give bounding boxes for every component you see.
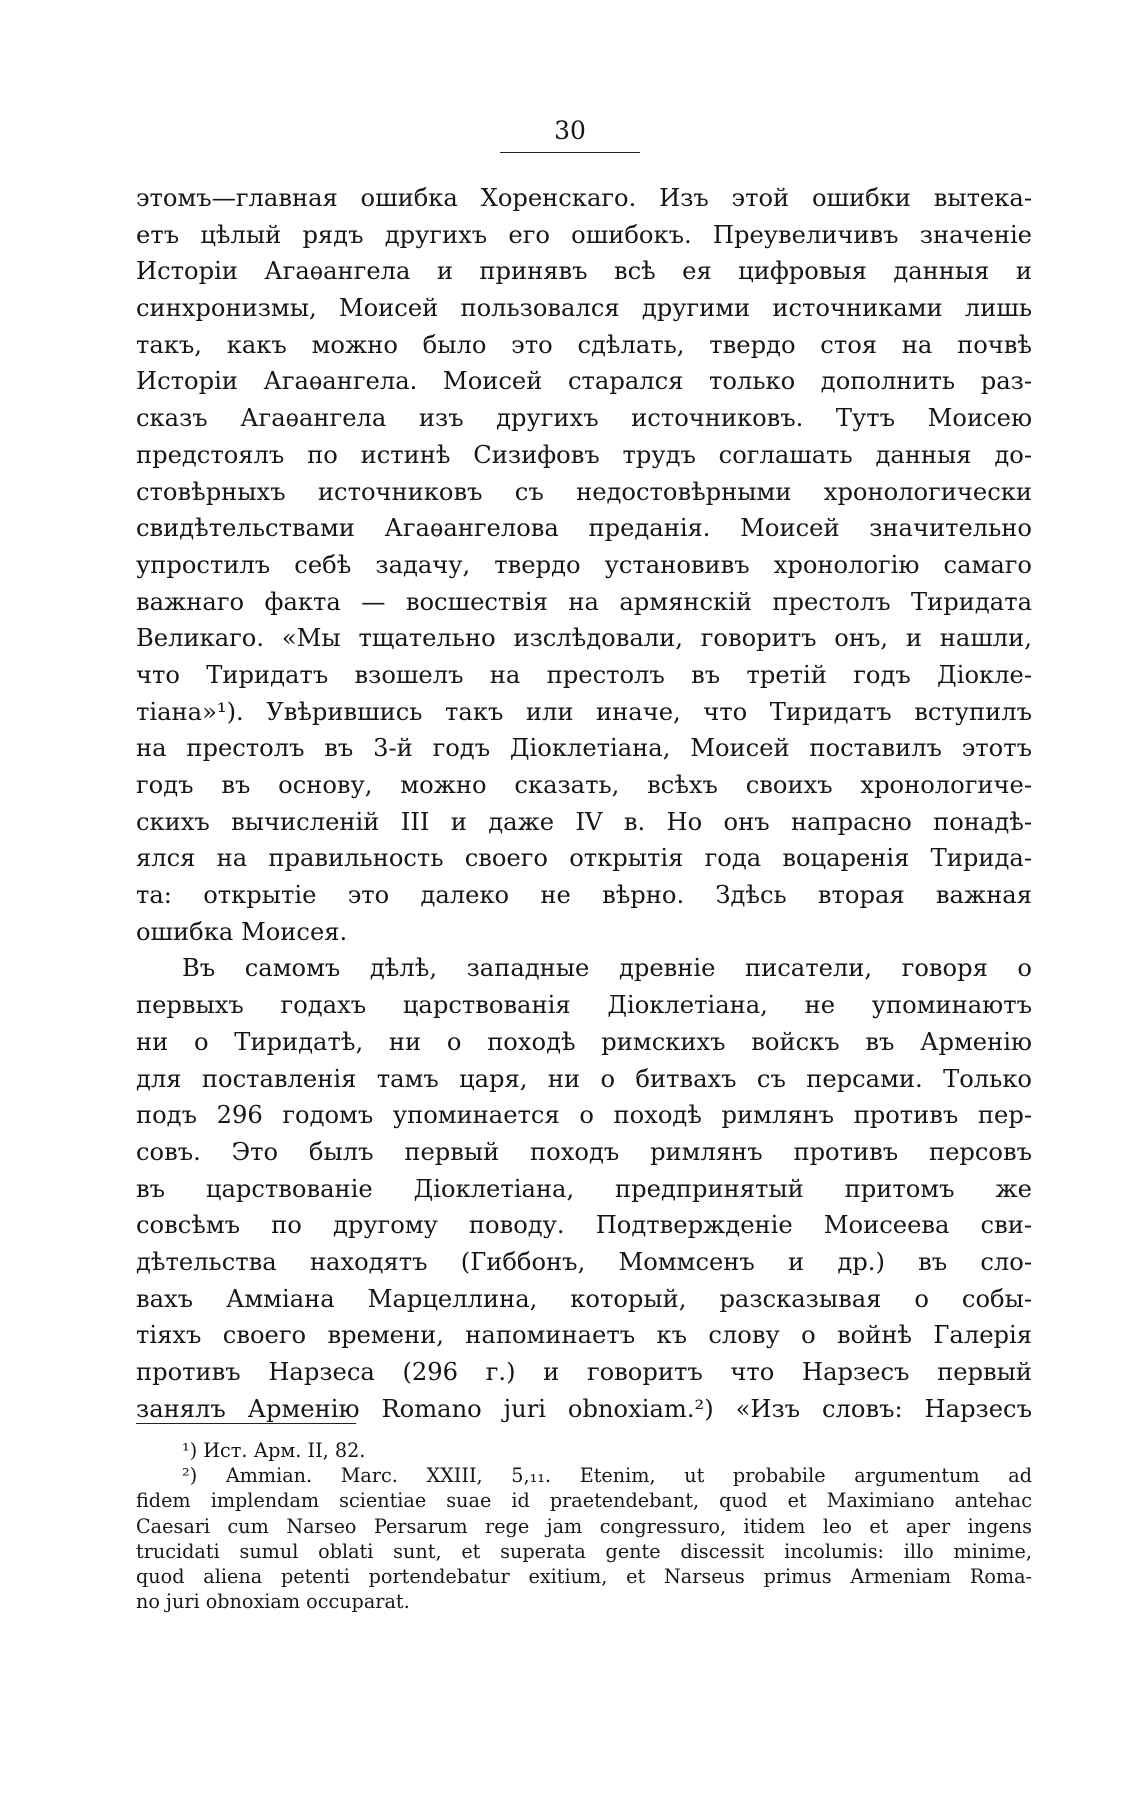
main-text xyxy=(136,180,1032,1427)
text-line: подъ 296 годомъ упоминается о походѣ римлянъ противъ пер- xyxy=(136,1101,1032,1130)
text-line: въ царствованіе Діоклетіана, предпринятый притомъ же xyxy=(136,1174,1032,1203)
text-line: етъ цѣлый рядъ другихъ его ошибокъ. Преувеличивъ значеніе xyxy=(136,220,1032,249)
page-number-rule xyxy=(500,152,640,153)
text-line: упростилъ себѣ задачу, твердо установивъ хронологію самаго xyxy=(136,550,1032,579)
text-line: для поставленія тамъ царя, ни о битвахъ съ персами. Только xyxy=(136,1064,1032,1093)
text-line: что Тиридатъ взошелъ на престолъ въ третій годъ Діоклe- xyxy=(136,660,1032,689)
text-line: ни о Тиридатѣ, ни о походѣ римскихъ войскъ въ Арменію xyxy=(136,1027,1032,1056)
text-line: тіана»¹). Увѣрившись такъ или иначе, что Тиридатъ вступилъ xyxy=(136,697,1032,726)
footnote-line: ¹) Ист. Арм. II, 82. xyxy=(182,1439,366,1462)
text-line: дѣтельства находятъ (Гиббонъ, Моммсенъ и др.) въ сло- xyxy=(136,1247,1032,1276)
text-line: Великаго. «Мы тщательно изслѣдовали, говоритъ онъ, и нашли, xyxy=(136,624,1032,653)
text-line: тіяхъ своего времени, напоминаетъ къ слову о войнѣ Галерія xyxy=(136,1321,1032,1350)
footnote-line: Caesari cum Narseo Persarum rege jam congressuro, itidem leo et aper ingens xyxy=(136,1514,1032,1538)
footnote-line: no juri obnoxiam occuparat. xyxy=(136,1590,410,1614)
footnote-line: fidem implendam scientiae suae id praetendebant, quod et Maximiano antehac xyxy=(136,1489,1032,1513)
text-line: ошибка Моисея. xyxy=(136,917,348,946)
text-line: та: открытіе это далеко не вѣрно. Здѣсь вторая важная xyxy=(136,881,1032,910)
text-line: занялъ Арменію Romano juri obnoxiam.²) «Изъ словъ: Нарзесъ xyxy=(136,1394,1032,1423)
text-line: скихъ вычисленій III и даже IV в. Но онъ напрасно понадѣ- xyxy=(136,807,1032,836)
text-line: первыхъ годахъ царствованія Діоклетіана, не упоминаютъ xyxy=(136,991,1032,1020)
text-line: противъ Нарзеса (296 г.) и говоритъ что Нарзесъ первый xyxy=(136,1358,1032,1386)
footnote-line: quod aliena petenti portendebatur exitium, et Narseus primus Armeniam Roma- xyxy=(136,1564,1032,1588)
text-line: предстоялъ по истинѣ Сизифовъ трудъ соглашать данныя до- xyxy=(136,440,1032,469)
text-line: Въ самомъ дѣлѣ, западные древніе писатели, говоря о xyxy=(182,954,1032,983)
footnotes xyxy=(136,1438,1032,1614)
text-line: Исторіи Агаѳангела и принявъ всѣ ея цифровыя данныя и xyxy=(136,257,1032,286)
text-line: ялся на правильность своего открытія года воцаренія Тирида- xyxy=(136,844,1032,873)
text-line: сказъ Агаѳангела изъ другихъ источниковъ. Тутъ Моисею xyxy=(136,404,1032,433)
footnote-line: ²) Ammian. Marc. XXIII, 5,₁₁. Etenim, ut probabile argumentum ad xyxy=(182,1464,1032,1488)
text-line: свидѣтельствами Агаѳангелова преданія. Моисей значительно xyxy=(136,514,1032,543)
footnote-rule xyxy=(136,1423,356,1424)
text-line: Исторіи Агаѳангела. Моисей старался только дополнить раз- xyxy=(136,367,1032,396)
text-line: такъ, какъ можно было это сдѣлать, твердо стоя на почвѣ xyxy=(136,330,1032,359)
text-line: важнаго факта — восшествія на армянскій престолъ Тиридата xyxy=(136,587,1032,616)
text-line: этомъ—главная ошибка Хоренскаго. Изъ этой ошибки вытека- xyxy=(136,184,1032,212)
text-line: совсѣмъ по другому поводу. Подтвержденіе Моисеева сви- xyxy=(136,1211,1032,1240)
text-line: совъ. Это былъ первый походъ римлянъ противъ персовъ xyxy=(136,1137,1032,1166)
footnote-line: trucidati sumul oblati sunt, et superata gente discessit incolumis: illo minime, xyxy=(136,1539,1032,1563)
text-line: годъ въ основу, можно сказать, всѣхъ своихъ хронологиче- xyxy=(136,771,1032,799)
text-line: вахъ Аммiана Марцеллина, который, разсказывая о собы- xyxy=(136,1284,1032,1313)
text-line: стовѣрныхъ источниковъ съ недостовѣрными хронологически xyxy=(136,477,1032,506)
page-number: 30 xyxy=(554,116,586,145)
text-line: на престолъ въ 3-й годъ Діоклетіана, Моисей поставилъ этотъ xyxy=(136,734,1032,763)
text-line: синхронизмы, Моисей пользовался другими источниками лишь xyxy=(136,294,1032,323)
